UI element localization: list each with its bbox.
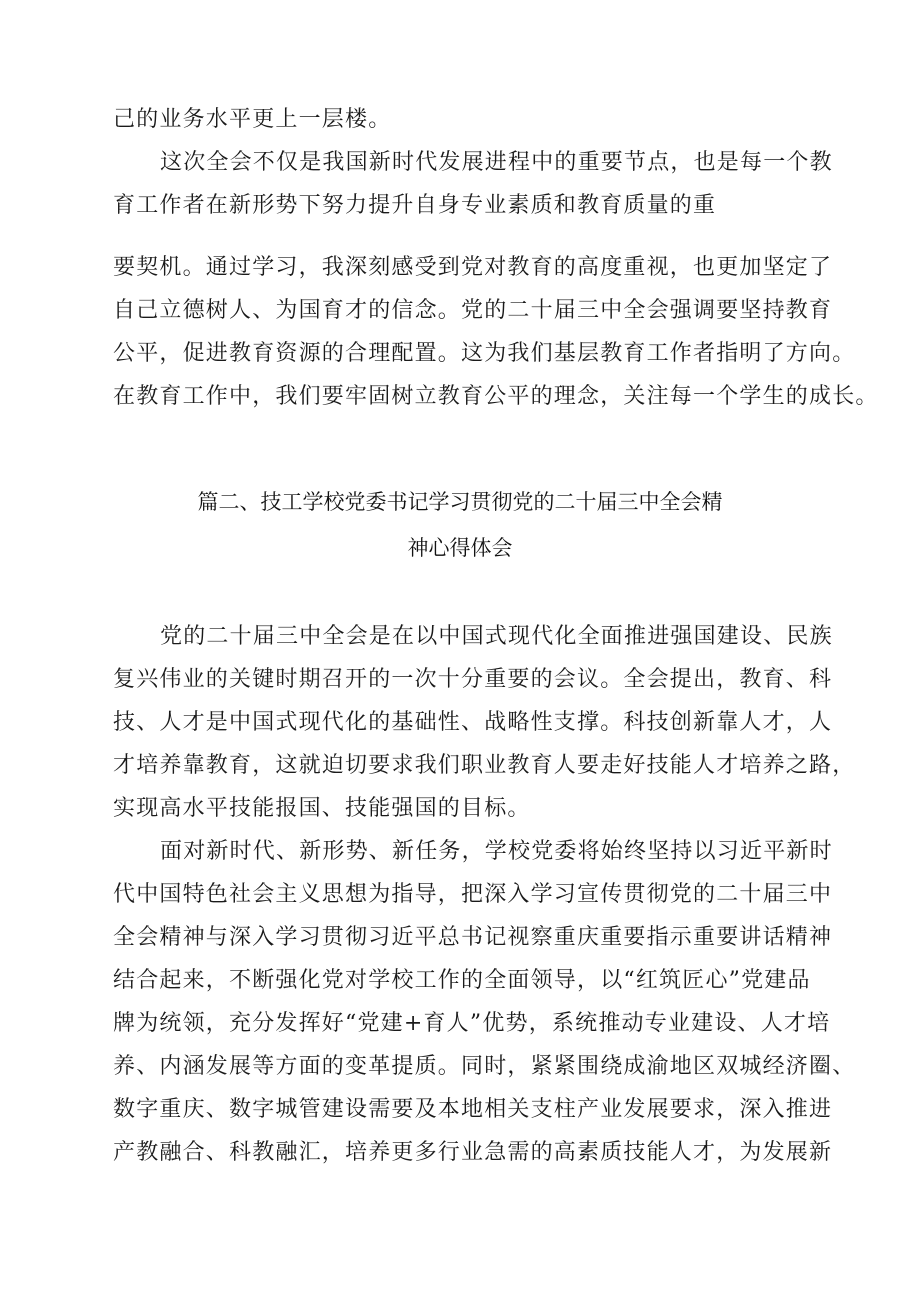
paragraph-2-line-1: 这次全会不仅是我国新时代发展进程中的重要节点，也是每一个教 [160,150,833,175]
paragraph-4-line-4: 结合起来，不断强化党对学校工作的全面领导，以“红筑匠心”党建品 [113,968,811,993]
paragraph-4-line-5: 牌为统领，充分发挥好“党建+育人”优势，系统推动专业建设、人才培 [113,1011,831,1036]
paragraph-4-line-8: 产教融合、科教融汇，培养更多行业急需的高素质技能人才，为发展新 [113,1140,833,1165]
paragraph-3-line-3: 技、人才是中国式现代化的基础性、战略性支撑。科技创新靠人才，人 [113,710,833,735]
paragraph-4-line-3: 全会精神与深入学习贯彻习近平总书记视察重庆重要指示重要讲话精神 [113,925,833,950]
section-title-line-2: 神心得体会 [407,536,513,560]
paragraph-4-line-6: 养、内涵发展等方面的变革提质。同时，紧紧围绕成渝地区双城经济圈、 [113,1054,856,1079]
paragraph-3-line-4: 才培养靠教育，这就迫切要求我们职业教育人要走好技能人才培养之路， [113,753,856,778]
paragraph-3-line-2: 复兴伟业的关键时期召开的一次十分重要的会议。全会提出，教育、科 [113,667,833,692]
section-title-line-1: 篇二、技工学校党委书记学习贯彻党的二十届三中全会精 [197,490,723,514]
paragraph-4-line-1: 面对新时代、新形势、新任务，学校党委将始终坚持以习近平新时 [160,839,833,864]
paragraph-1-line-1: 己的业务水平更上一层楼。 [113,107,392,132]
paragraph-4-line-2: 代中国特色社会主义思想为指导，把深入学习宣传贯彻党的二十届三中 [113,882,833,907]
paragraph-4-line-7: 数字重庆、数字城管建设需要及本地相关支柱产业发展要求，深入推进 [113,1097,833,1122]
paragraph-3-line-5: 实现高水平技能报国、技能强国的目标。 [113,796,531,821]
paragraph-2-line-2: 育工作者在新形势下努力提升自身专业素质和教育质量的重 [113,193,717,218]
paragraph-2-line-4: 自己立德树人、为国育才的信念。党的二十届三中全会强调要坚持教育 [113,298,833,323]
paragraph-2-line-6: 在教育工作中，我们要牢固树立教育公平的理念，关注每一个学生的成长。 [113,384,879,409]
paragraph-3-line-1: 党的二十届三中全会是在以中国式现代化全面推进强国建设、民族 [160,624,833,649]
paragraph-2-line-3: 要契机。通过学习，我深刻感受到党对教育的高度重视，也更加坚定了 [113,255,833,280]
paragraph-2-line-5: 公平，促进教育资源的合理配置。这为我们基层教育工作者指明了方向。 [113,341,856,366]
